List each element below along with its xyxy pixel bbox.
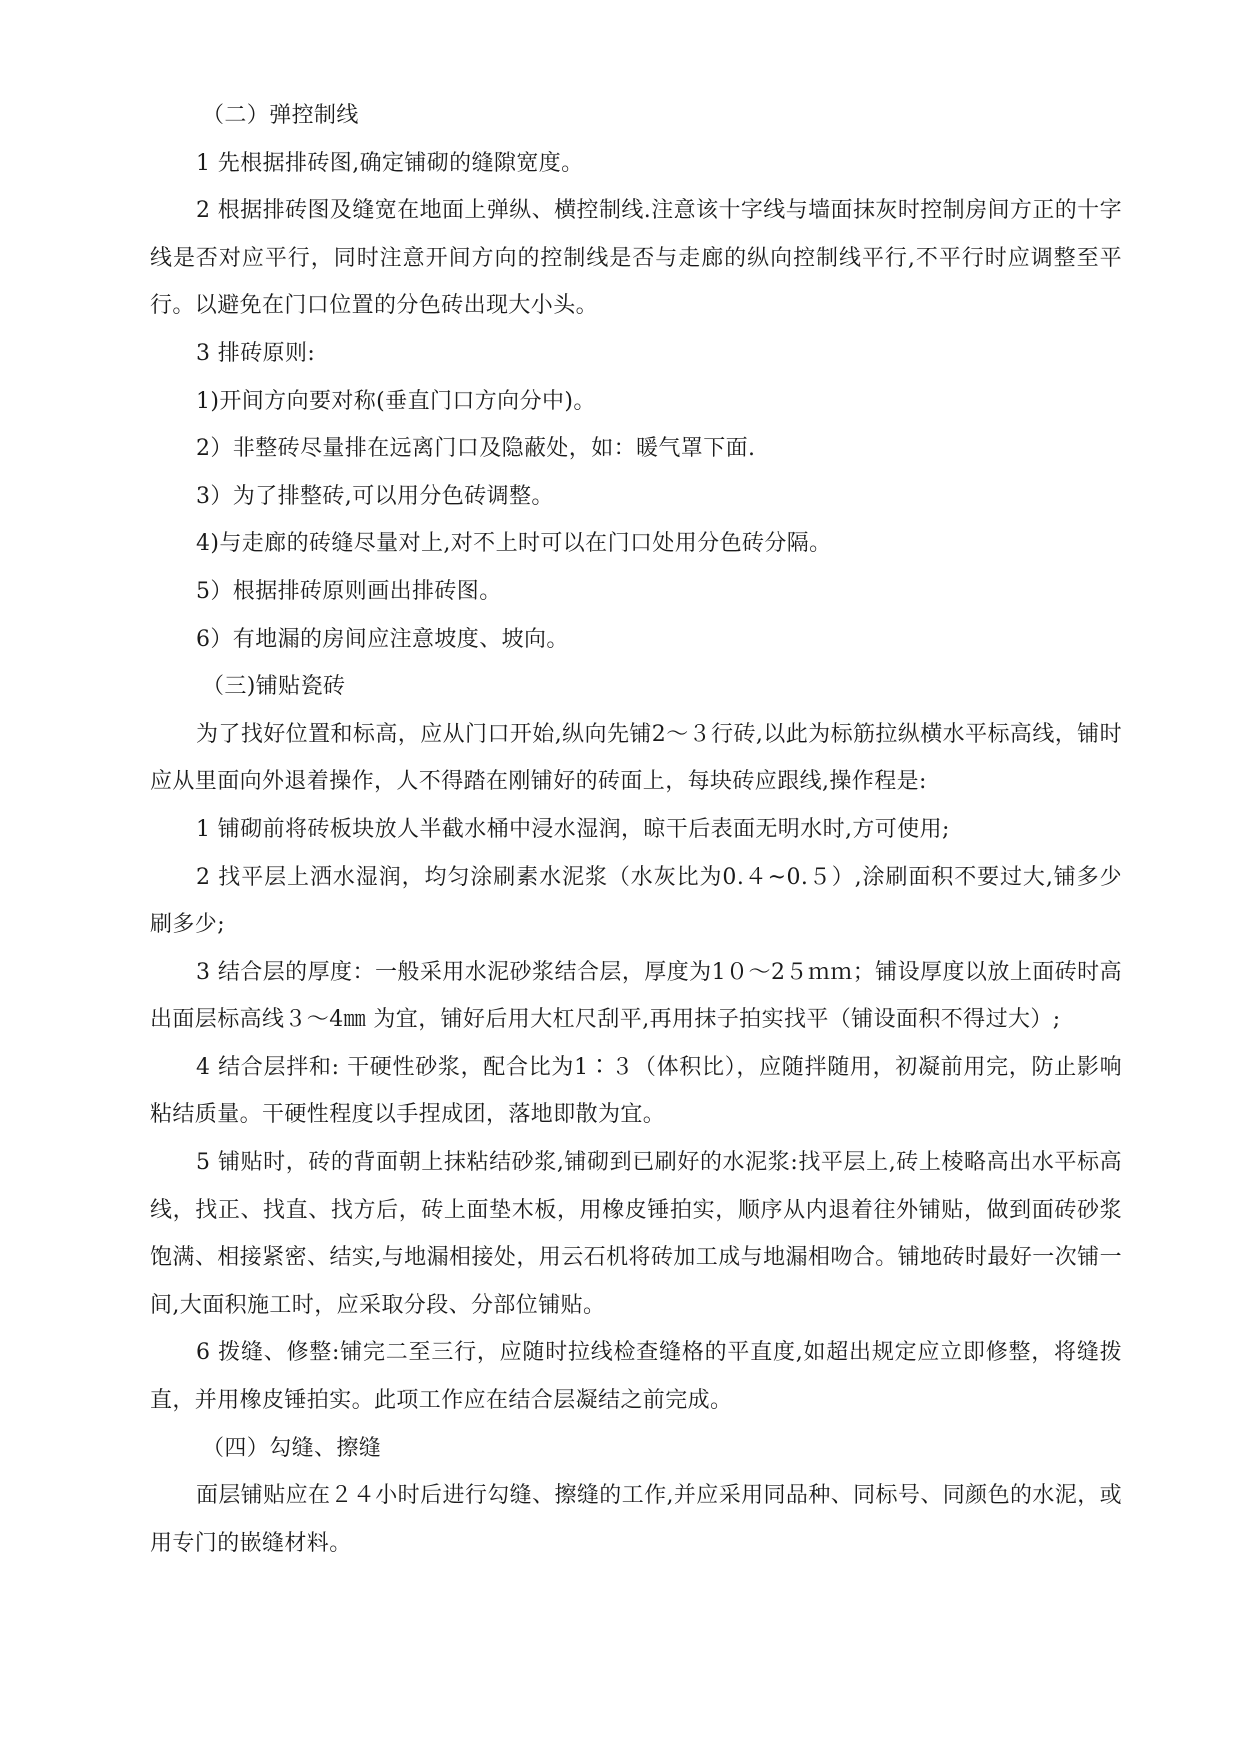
paragraph: 1 铺砌前将砖板块放人半截水桶中浸水湿润，晾干后表面无明水时,方可使用; — [196, 816, 950, 842]
paragraph: 4 结合层拌和: 干硬性砂浆，配合比为1∶３（体积比），应随拌随用，初凝前用完，防止影响粘结质量。干硬性程度以手捏成团，落地即散为宜。 — [150, 1054, 1122, 1128]
section-heading-4: （四）勾缝、擦缝 — [202, 1435, 382, 1461]
paragraph: 5 铺贴时，砖的背面朝上抹粘结砂浆,铺砌到已刷好的水泥浆:找平层上,砖上棱略高出水平标高线，找正、找直、找方后，砖上面垫木板，用橡皮锤拍实，顺序从内退着往外铺贴，做到面砖砂浆饱满、相接紧密、结实,与地漏相接处，用云石机将砖加工成与地漏相吻合。铺地砖时最好一次铺一间,大面积施工时，应采取分段、分部位铺贴。 — [150, 1150, 1122, 1318]
list-item: 2）非整砖尽量排在远离门口及隐蔽处，如：暖气罩下面. — [196, 436, 756, 462]
section-heading-3: （三)铺贴瓷砖 — [202, 674, 346, 700]
section-heading-2: （二）弹控制线 — [202, 103, 359, 128]
paragraph: 面层铺贴应在２４小时后进行勾缝、擦缝的工作,并应采用同品种、同标号、同颜色的水泥，或用专门的嵌缝材料。 — [150, 1483, 1122, 1556]
paragraph: 为了找好位置和标高，应从门口开始,纵向先铺2～３行砖,以此为标筋拉纵横水平标高线，铺时应从里面向外退着操作，人不得踏在刚铺好的砖面上，每块砖应跟线,操作程是: — [150, 721, 1122, 795]
paragraph: 2 找平层上洒水湿润，均匀涂刷素水泥浆（水灰比为0.４~0.５）,涂刷面积不要过大,铺多少刷多少; — [150, 864, 1122, 938]
list-item: 3）为了排整砖,可以用分色砖调整。 — [196, 483, 554, 509]
list-item: 1)开间方向要对称(垂直门口方向分中)。 — [196, 388, 596, 414]
paragraph: 2 根据排砖图及缝宽在地面上弹纵、横控制线.注意该十字线与墙面抹灰时控制房间方正的十字线是否对应平行，同时注意开间方向的控制线是否与走廊的纵向控制线平行,不平行时应调整至平行。以避免在门口位置的分色砖出现大小头。 — [150, 198, 1122, 319]
list-item: 6）有地漏的房间应注意坡度、坡向。 — [196, 626, 569, 652]
document-body — [150, 92, 1122, 1567]
list-item: 5）根据排砖原则画出排砖图。 — [196, 578, 502, 604]
paragraph: 3 排砖原则: — [196, 340, 316, 366]
paragraph: 3 结合层的厚度：一般采用水泥砂浆结合层，厚度为1０～2５ｍｍ；铺设厚度以放上面砖时高出面层标高线３～4㎜ 为宜，铺好后用大杠尺刮平,再用抹子拍实找平（铺设面积不得过大）; — [150, 959, 1122, 1033]
paragraph: 6 拨缝、修整:铺完二至三行，应随时拉线检查缝格的平直度,如超出规定应立即修整，将缝拨直，并用橡皮锤拍实。此项工作应在结合层凝结之前完成。 — [150, 1340, 1122, 1414]
paragraph: 1 先根据排砖图,确定铺砌的缝隙宽度。 — [196, 150, 584, 176]
list-item: 4)与走廊的砖缝尽量对上,对不上时可以在门口处用分色砖分隔。 — [196, 531, 832, 557]
